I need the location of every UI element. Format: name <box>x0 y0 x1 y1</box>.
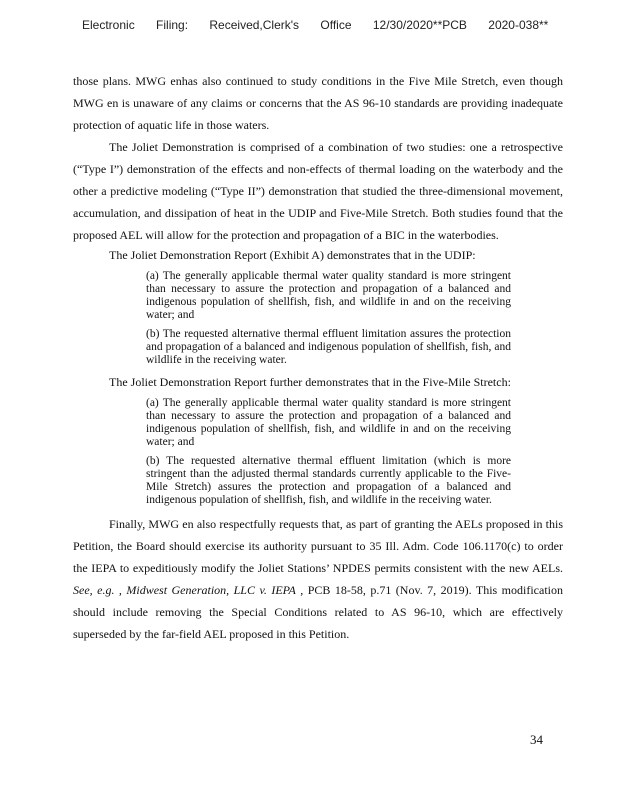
five-mile-quote-block <box>73 397 563 507</box>
five-mile-intro: The Joliet Demonstration Report further demonstrates that in the Five-Mile Stretch: <box>109 375 511 389</box>
five-mile-quote-a: (a) The generally applicable thermal water quality standard is more stringent than necessary to assure the protection and propagation of a balanced and indigenous population of shellfish, fish, and wildlife in and on the receiving water; and <box>146 397 511 448</box>
document-body <box>73 70 563 645</box>
udip-quote-block <box>73 270 563 367</box>
paragraph-finally <box>73 513 563 645</box>
header-case-number: 2020-038** <box>488 18 549 32</box>
udip-quote-b: (b) The requested alternative thermal effluent limitation assures the protection and propagation of a balanced and indigenous population of shellfish, fish, and wildlife in the receiving water. <box>146 328 511 366</box>
header-office: Office <box>320 18 352 32</box>
case-citation: See, e.g. , Midwest Generation, LLC v. IEPA <box>73 583 296 597</box>
paragraph-plans: those plans. MWG enhas also continued to study conditions in the Five Mile Stretch, even though MWG en is unaware of any claims or concerns that the AS 96-10 standards are providing inadequate protection of aquatic life in those waters. <box>73 74 563 132</box>
finally-text-start: Finally, MWG en also respectfully requests that, as part of granting the AELs proposed in this Petition, the Board should exercise its authority pursuant to 35 Ill. Adm. Code 106.1170(c) to order the IEPA to expeditiously modify the Joliet Stations’ NPDES permits consistent with the new AELs. <box>73 517 563 575</box>
paragraph-joliet-demonstration: The Joliet Demonstration is comprised of a combination of two studies: one a retrospective (“Type I”) demonstration of the effects and non-effects of thermal loading on the waterbody and the other a predictive modeling (“Type II”) demonstration that studied the three-dimensional movement, accumulation, and dissipation of heat in the UDIP and Five-Mile Stretch. Both studies found that the proposed AEL will allow for the protection and propagation of a BIC in the waterbodies. <box>73 140 563 242</box>
five-mile-quote-b: (b) The requested alternative thermal effluent limitation (which is more stringent than the adjusted thermal standards currently applicable to the Five-Mile Stretch) assures the protection and propagation of a balanced and indigenous population of shellfish, fish, and wildlife in the receiving water. <box>146 455 511 506</box>
udip-quote-a: (a) The generally applicable thermal water quality standard is more stringent than necessary to assure the protection and propagation of a balanced and indigenous population of shellfish, fish, and wildlife in and on the receiving water; and <box>146 270 511 321</box>
finally-text-end: , PCB 18-58, p.71 (Nov. 7, 2019). This modification should include removing the Special Conditions related to AS 96-10, which are effectively superseded by the far-field AEL proposed in this Petition. <box>73 583 563 641</box>
udip-intro: The Joliet Demonstration Report (Exhibit A) demonstrates that in the UDIP: <box>109 248 476 262</box>
page-number: 34 <box>530 732 543 747</box>
header-received: Received,Clerk's <box>209 18 300 32</box>
header-electronic: Electronic <box>82 18 135 32</box>
header-date: 12/30/2020**PCB <box>372 18 467 32</box>
header-filing: Filing: <box>156 18 189 32</box>
filing-header <box>82 18 578 32</box>
